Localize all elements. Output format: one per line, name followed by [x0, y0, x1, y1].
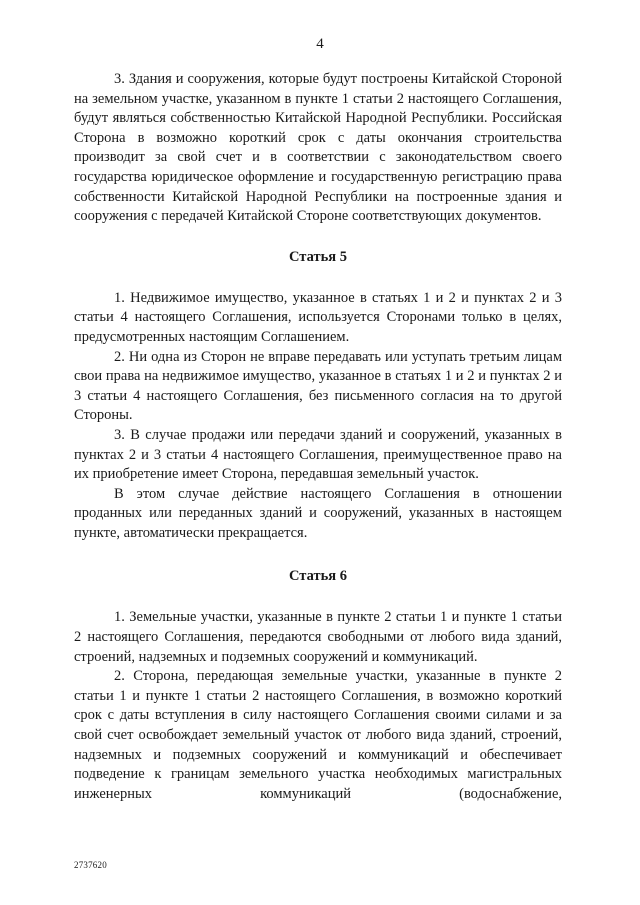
article-5-paragraph-4: В этом случае действие настоящего Соглашения в отношении проданных или переданных зданий и сооружений, указанных в настоящем пункте, автоматически прекращается. [74, 485, 562, 541]
article-5-heading: Статья 5 [289, 248, 347, 265]
article-6-paragraph-2: 2. Сторона, передающая земельные участки, указанные в пункте 2 статьи 1 и пункте 1 статьи 2 настоящего Соглашения, в возможно короткий срок с даты вступления в силу настоящего Соглашения своими силами и за свой счет освобождает земельный участок от любого вида зданий, строений, надземных и подземных сооружений и коммуникаций и обеспечивает подведение к границам земельного участка необходимых магистральных инженерных коммуникаций (водоснабжение, [74, 668, 562, 802]
page-number: 4 [316, 36, 324, 52]
article-6-heading: Статья 6 [289, 568, 347, 585]
article-6-paragraph-1: 1. Земельные участки, указанные в пункте 2 статьи 1 и пункте 1 статьи 2 настоящего Соглашения, передаются свободными от любого вида зданий, строений, надземных и подземных сооружений и коммуникаций. [74, 609, 562, 665]
article-5-paragraph-3: 3. В случае продажи или передачи зданий и сооружений, указанных в пунктах 2 и 3 статьи 4 настоящего Соглашения, преимущественное право на их приобретение имеет Сторона, передавшая земельный участок. [74, 426, 562, 483]
paragraph-3-buildings: 3. Здания и сооружения, которые будут построены Китайской Стороной на земельном участке, указанном в пункте 1 статьи 2 настоящего Соглашения, будут являться собственностью Китайской Народной Республики. Российская Сторона в возможно короткий срок с даты окончания строительства производит за свой счет и в соответствии с законодательством своего государства юридическое оформление и государственную регистрацию права собственности Китайской Народной Республики на построенные здания и сооружения с передачей Китайской Стороне соответствующих документов. [74, 71, 562, 225]
article-5-paragraph-1: 1. Недвижимое имущество, указанное в статьях 1 и 2 и пунктах 2 и 3 статьи 4 настоящего Соглашения, используется Сторонами только в целях, предусмотренных настоящим Соглашением. [74, 289, 562, 345]
document-body [74, 70, 562, 804]
article-5-paragraph-2: 2. Ни одна из Сторон не вправе передавать или уступать третьим лицам свои права на недвижимое имущество, указанное в статьях 1 и 2 и пунктах 2 и 3 статьи 4 настоящего Соглашения, без письменного согласия на то другой Стороны. [74, 348, 562, 424]
document-code: 2737620 [74, 860, 107, 870]
